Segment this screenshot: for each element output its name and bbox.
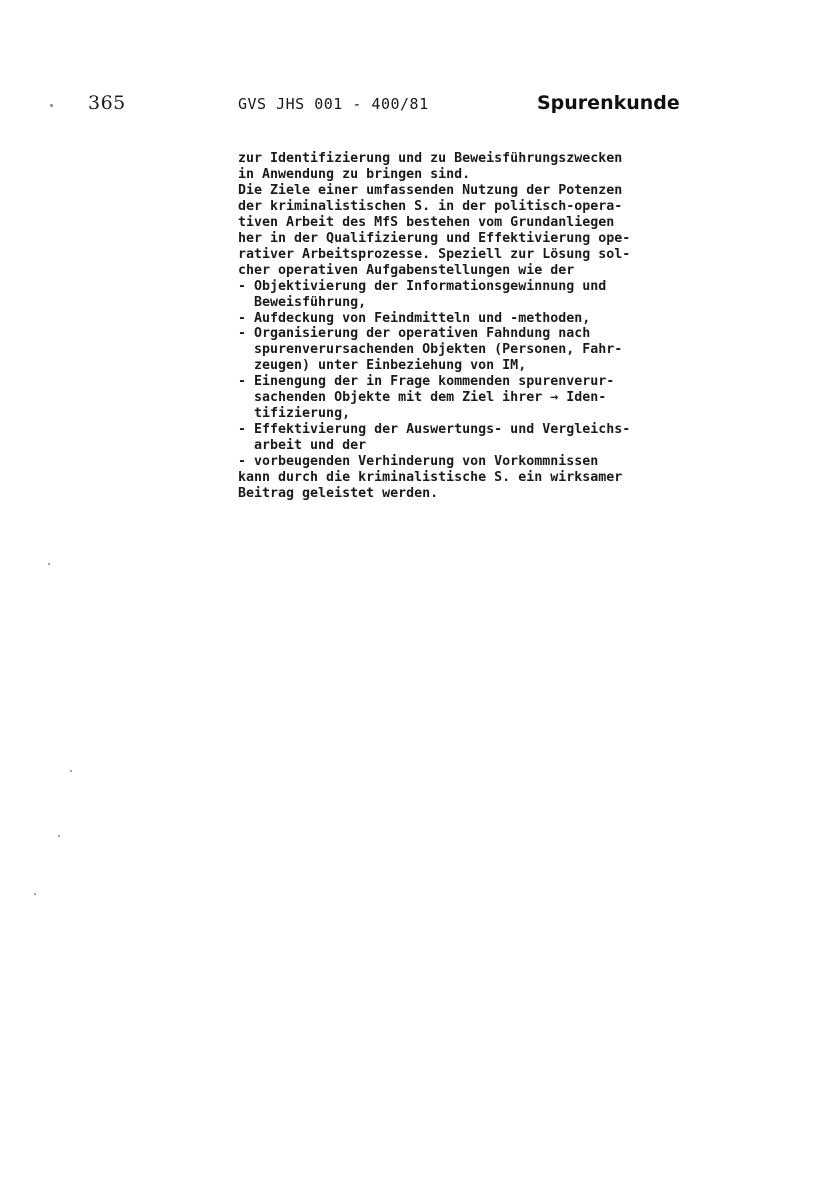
scan-speck [70, 770, 72, 772]
list-item: - Einengung der in Frage kommenden spurenverur- [238, 374, 615, 390]
text-line: tiven Arbeit des MfS bestehen vom Grundanliegen [238, 214, 615, 230]
list-item: sachenden Objekte mit dem Ziel ihrer → Iden- [238, 390, 607, 406]
list-item: tifizierung, [238, 406, 351, 422]
scan-speck [34, 893, 36, 895]
list-item: - Effektivierung der Auswertungs- und Vergleichs- [238, 422, 631, 438]
text-line: her in der Qualifizierung und Effektivierung ope- [238, 230, 631, 246]
scan-speck [48, 563, 50, 565]
text-line: rativer Arbeitsprozesse. Speziell zur Lösung sol- [238, 246, 631, 262]
scan-speck [58, 835, 60, 837]
list-item: - Aufdeckung von Feindmitteln und -methoden, [238, 310, 591, 326]
scan-speck [50, 104, 53, 107]
list-item: spurenverursachenden Objekten (Personen, Fahr- [238, 342, 623, 358]
text-line: Beitrag geleistet werden. [238, 486, 439, 502]
text-line: in Anwendung zu bringen sind. [238, 166, 471, 182]
body-text [238, 151, 738, 502]
document-reference: GVS JHS 001 - 400/81 [238, 95, 429, 113]
list-item: zeugen) unter Einbeziehung von IM, [238, 358, 527, 374]
text-line: zur Identifizierung und zu Beweisführungszwecken [238, 151, 623, 166]
text-line: cher operativen Aufgabenstellungen wie der [238, 262, 575, 278]
page-number: 365 [88, 92, 126, 114]
list-item: - Organisierung der operativen Fahndung nach [238, 326, 591, 342]
text-line: kann durch die kriminalistische S. ein wirksamer [238, 470, 623, 486]
section-title: Spurenkunde [537, 92, 680, 114]
list-item: - Objektivierung der Informationsgewinnung und [238, 278, 607, 294]
list-item: Beweisführung, [238, 294, 367, 310]
list-item: arbeit und der [238, 438, 367, 454]
text-line: Die Ziele einer umfassenden Nutzung der Potenzen [238, 182, 623, 198]
text-line: der kriminalistischen S. in der politisch-opera- [238, 198, 623, 214]
list-item: - vorbeugenden Verhinderung von Vorkommnissen [238, 454, 599, 470]
